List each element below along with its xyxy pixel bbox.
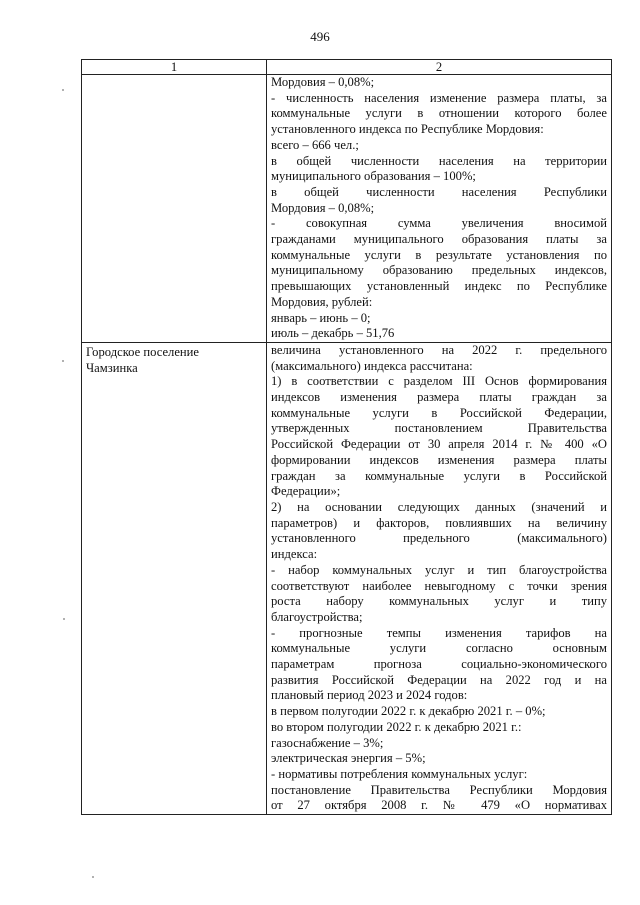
scan-speck	[63, 618, 65, 620]
text-line: - численность населения изменение размера платы, за	[271, 90, 607, 105]
text-line: (максимального) индекса рассчитана:	[271, 358, 473, 373]
text-line: 1) в соответствии с разделом III Основ формирования	[271, 374, 607, 389]
text-line: в первом полугодии 2022 г. к декабрю 2021 г. – 0%;	[271, 704, 546, 719]
text-line: в общей численности населения Республики	[271, 184, 607, 199]
text-line: гражданами муниципального образования платы за	[271, 232, 607, 247]
text-line: установленного индекса по Республике Мордовия:	[271, 122, 544, 137]
text-line: утвержденных постановлением Правительства	[271, 421, 607, 436]
text-line: Мордовия – 0,08%;	[271, 200, 375, 215]
text-line: постановление Правительства Республики Мордовия	[271, 782, 607, 797]
text-line: Мордовия, рублей:	[271, 294, 373, 309]
text-line: граждан за коммунальные услуги в Российской	[271, 468, 607, 483]
text-line: Чамзинка	[86, 360, 138, 375]
text-line: коммунальные услуги в отношении которого более	[271, 106, 607, 121]
text-line: благоустройства;	[271, 609, 363, 624]
text-line: коммунальные услуги в результате установления по	[271, 247, 607, 262]
text-line: плановый период 2023 и 2024 годов:	[271, 688, 468, 703]
text-line: Российской Федерации от 30 апреля 2014 г. № 400 «О	[271, 437, 607, 452]
text-line: всего – 666 чел.;	[271, 137, 359, 152]
text-line: во втором полугодии 2022 г. к декабрю 2021 г.:	[271, 719, 522, 734]
text-line: электрическая энергия – 5%;	[271, 751, 426, 766]
row1-right-cell	[267, 75, 612, 343]
page-number: 496	[310, 29, 330, 44]
scan-speck	[92, 876, 94, 878]
text-line: превышающих установленный индекс по Республике	[271, 279, 607, 294]
text-line: индексов изменения размера платы граждан за	[271, 390, 607, 405]
table-row	[82, 75, 612, 343]
document-table	[81, 59, 612, 815]
text-line: - прогнозные темпы изменения тарифов на	[271, 625, 607, 640]
text-line: Мордовия – 0,08%;	[271, 75, 375, 89]
text-line: - совокупная сумма увеличения вносимой	[271, 216, 607, 231]
row2-right-cell	[267, 342, 612, 814]
column-header-2: 2	[267, 60, 612, 75]
text-line: индекса:	[271, 547, 318, 562]
text-line: коммунальные услуги в Российской Федерации,	[271, 405, 607, 420]
text-line: муниципального образования – 100%;	[271, 169, 476, 184]
text-line: параметров) и факторов, повлиявших на величину	[271, 515, 607, 530]
text-line: в общей численности населения на территории	[271, 153, 607, 168]
text-line: июль – декабрь – 51,76	[271, 326, 395, 341]
text-line: Федерации»;	[271, 484, 341, 499]
text-line: параметрам прогноза социально-экономического	[271, 657, 607, 672]
text-line: от 27 октября 2008 г. № 479 «О нормативах	[271, 798, 607, 813]
text-line: январь – июнь – 0;	[271, 310, 371, 325]
text-line: муниципальному образованию предельных индексов,	[271, 263, 607, 278]
table-row	[82, 342, 612, 814]
text-line: развития Российской Федерации на 2022 год и на	[271, 672, 607, 687]
column-header-1: 1	[82, 60, 267, 75]
row2-left-cell	[82, 342, 267, 814]
text-line: - набор коммунальных услуг и тип благоустройства	[271, 562, 607, 577]
text-line: коммунальные услуги согласно основным	[271, 641, 607, 656]
scan-speck	[62, 360, 64, 362]
text-line: - нормативы потребления коммунальных услуг:	[271, 766, 528, 781]
text-line: формировании индексов изменения размера платы	[271, 452, 607, 467]
row1-left-cell	[82, 75, 267, 343]
text-line: газоснабжение – 3%;	[271, 735, 384, 750]
text-line: Городское поселение	[86, 344, 199, 359]
table-header-row	[82, 60, 612, 75]
text-line: соответствуют наиболее невыгодному с точки зрения	[271, 578, 607, 593]
text-line: роста набору коммунальных услуг и типу	[271, 594, 607, 609]
text-line: величина установленного на 2022 г. предельного	[271, 342, 607, 357]
scan-speck	[62, 89, 64, 91]
text-line: 2) на основании следующих данных (значений и	[271, 499, 607, 514]
text-line: установленного предельного (максимального)	[271, 531, 607, 546]
